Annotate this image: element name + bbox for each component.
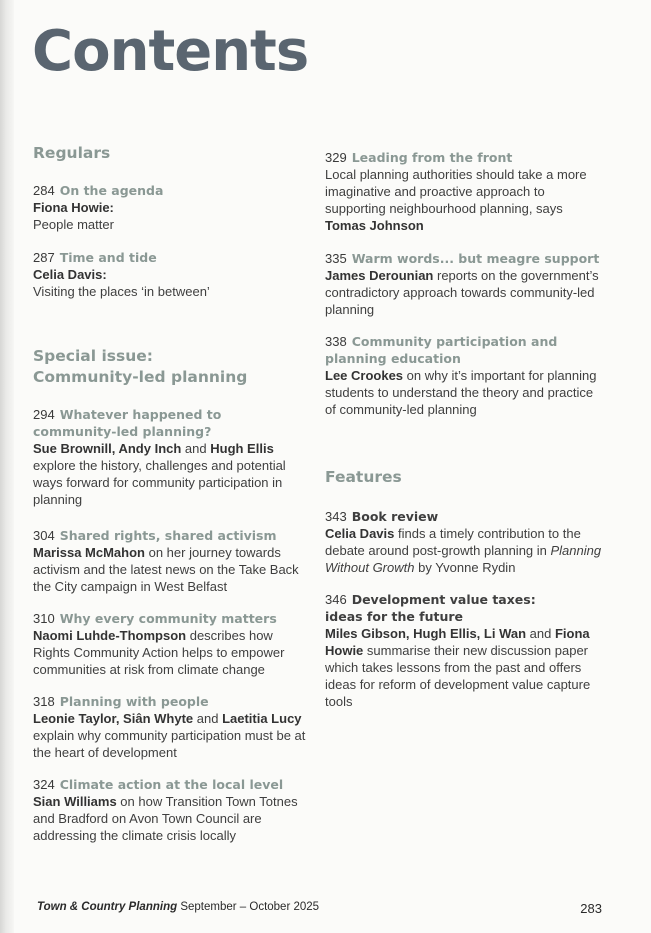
toc-entry[interactable] xyxy=(325,250,605,318)
entry-page-number: 324 xyxy=(33,777,55,792)
entry-description: Local planning authorities should take a more imaginative and proactive approach to supporting neighbourhood planning, says xyxy=(325,167,587,216)
issue-date: September – October 2025 xyxy=(180,901,320,913)
entry-joiner: and xyxy=(193,711,223,726)
entry-page-number: 318 xyxy=(33,694,55,709)
page-footer xyxy=(37,901,602,916)
entry-author: Sian Williams xyxy=(33,794,117,809)
entry-description: People matter xyxy=(33,217,114,232)
section-heading-features: Features xyxy=(325,468,402,486)
entry-author: Tomas Johnson xyxy=(325,218,424,233)
toc-entry[interactable] xyxy=(33,249,313,300)
section-heading-special-issue xyxy=(33,346,247,388)
entry-page-number: 294 xyxy=(33,407,55,422)
entry-title[interactable]: Why every community matters xyxy=(59,611,277,626)
toc-entry[interactable] xyxy=(325,149,605,234)
entry-joiner: and xyxy=(526,626,555,641)
toc-entry[interactable] xyxy=(33,610,313,678)
entry-author: Lee Crookes xyxy=(325,368,404,383)
publication-name: Town & Country Planning xyxy=(37,901,178,913)
toc-entry[interactable] xyxy=(33,776,313,844)
entry-page-number: 346 xyxy=(325,592,347,607)
page-number: 283 xyxy=(580,901,602,916)
entry-description: explain why community participation must be at the heart of development xyxy=(33,728,306,760)
entry-author: Naomi Luhde-Thompson xyxy=(33,628,187,643)
entry-page-number: 338 xyxy=(325,334,347,349)
entry-author: Celia Davis xyxy=(325,526,395,541)
special-issue-label: Special issue: xyxy=(33,347,153,365)
entry-page-number: 287 xyxy=(33,250,55,265)
entry-joiner: and xyxy=(181,441,211,456)
entry-title[interactable]: Book review xyxy=(351,509,439,524)
entry-title[interactable]: Planning with people xyxy=(59,694,209,709)
section-heading-regulars: Regulars xyxy=(33,144,111,162)
entry-author: Hugh Ellis xyxy=(210,441,274,456)
entry-description: summarise their new discussion paper which takes lessons from the past and offers ideas for reform of development value capture tools xyxy=(325,643,591,709)
entry-title[interactable]: Climate action at the local level xyxy=(59,777,284,792)
entry-author: Fiona Howie: xyxy=(33,200,114,215)
toc-entry[interactable] xyxy=(33,693,313,761)
page-title: Contents xyxy=(32,19,309,84)
entry-page-number: 343 xyxy=(325,509,347,524)
toc-entry[interactable] xyxy=(33,182,313,233)
entry-description: explore the history, challenges and potential ways forward for community participation in planning xyxy=(33,458,286,507)
special-issue-theme: Community-led planning xyxy=(33,368,248,386)
entry-author: Sue Brownill, Andy Inch xyxy=(33,441,182,456)
toc-entry[interactable] xyxy=(33,527,313,595)
book-title: Planning Without Growth xyxy=(325,543,602,575)
entry-author: Fiona Howie xyxy=(325,626,590,658)
page-spine-shadow xyxy=(0,0,14,933)
entry-page-number: 304 xyxy=(33,528,55,543)
entry-author: Celia Davis: xyxy=(33,267,107,282)
entry-description: Visiting the places ‘in between’ xyxy=(33,284,210,299)
entry-page-number: 329 xyxy=(325,150,347,165)
entry-page-number: 310 xyxy=(33,611,55,626)
entry-title[interactable]: Warm words... but meagre support xyxy=(351,251,600,266)
entry-description: finds a timely contribution to the debate around post-growth planning in xyxy=(325,526,581,558)
toc-entry[interactable] xyxy=(325,591,605,710)
entry-author: Laetitia Lucy xyxy=(222,711,302,726)
entry-author: Marissa McMahon xyxy=(33,545,145,560)
entry-description: describes how Rights Community Action helps to empower communities at risk from climate change xyxy=(33,628,285,677)
entry-description: on why it’s important for planning students to understand the theory and practice of community-led planning xyxy=(325,368,597,417)
entry-author: Miles Gibson, Hugh Ellis, Li Wan xyxy=(325,626,527,641)
entry-description: on how Transition Town Totnes and Bradford on Avon Town Council are addressing the climate crisis locally xyxy=(33,794,298,843)
toc-entry[interactable] xyxy=(325,333,605,418)
entry-title[interactable]: Time and tide xyxy=(59,250,157,265)
entry-title[interactable]: Whatever happened to xyxy=(59,407,222,422)
entry-author: James Derounian xyxy=(325,268,434,283)
toc-entry[interactable] xyxy=(325,508,605,576)
entry-page-number: 335 xyxy=(325,251,347,266)
entry-title-continued[interactable]: planning education xyxy=(325,351,461,366)
toc-entry[interactable] xyxy=(33,406,313,508)
entry-page-number: 284 xyxy=(33,183,55,198)
entry-author: Leonie Taylor, Siân Whyte xyxy=(33,711,194,726)
entry-description: reports on the government’s contradictory approach towards community-led planning xyxy=(325,268,599,317)
entry-title-continued[interactable]: community-led planning? xyxy=(33,424,212,439)
entry-title[interactable]: Shared rights, shared activism xyxy=(59,528,277,543)
entry-title-continued[interactable]: ideas for the future xyxy=(325,609,464,624)
entry-title[interactable]: Development value taxes: xyxy=(351,592,536,607)
entry-title[interactable]: On the agenda xyxy=(59,183,164,198)
entry-description-end: by Yvonne Rydin xyxy=(414,560,516,575)
entry-title[interactable]: Community participation and xyxy=(351,334,558,349)
entry-description: on her journey towards activism and the latest news on the Take Back the City campaign in West Belfast xyxy=(33,545,299,594)
entry-title[interactable]: Leading from the front xyxy=(351,150,513,165)
